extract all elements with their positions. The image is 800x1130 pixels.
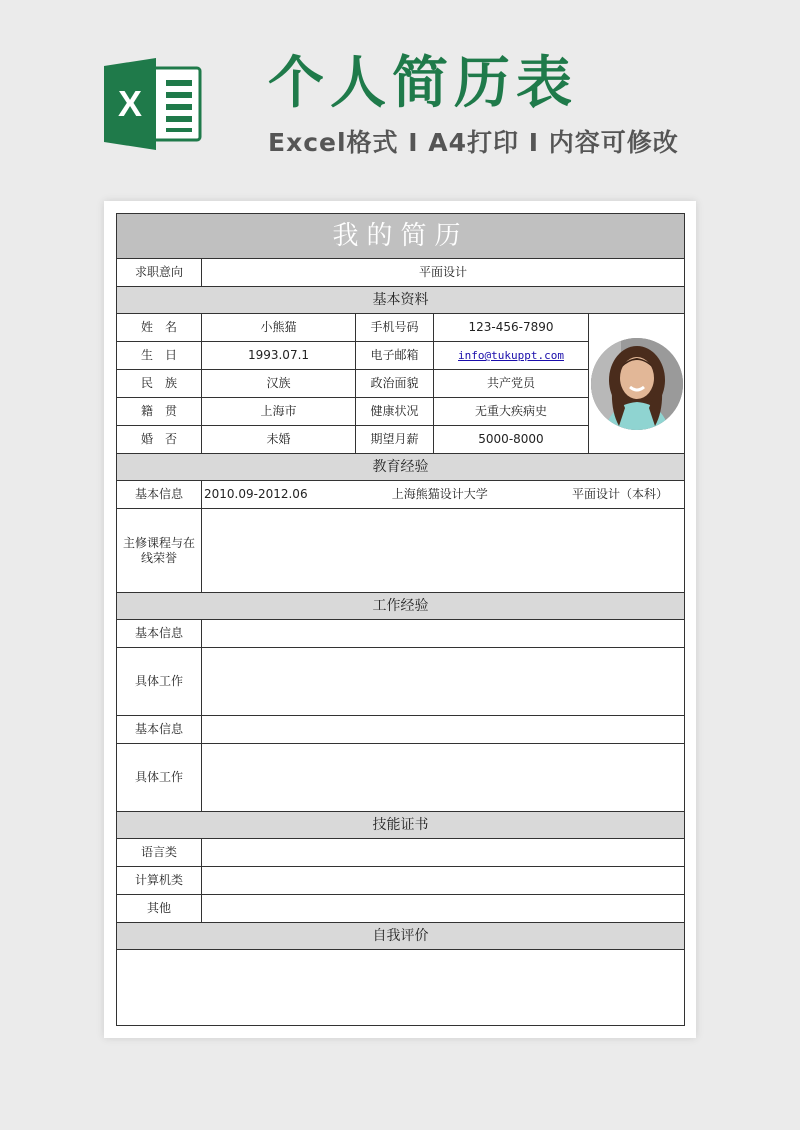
edu-basic-value[interactable] xyxy=(202,481,685,509)
skill-other-label: 其他 xyxy=(117,895,202,923)
health-value[interactable]: 无重大疾病史 xyxy=(434,398,589,426)
resume-table xyxy=(116,213,685,1026)
phone-label: 手机号码 xyxy=(356,314,434,342)
phone-value[interactable]: 123-456-7890 xyxy=(434,314,589,342)
edu-courses-label: 主修课程与在线荣誉 xyxy=(117,509,202,593)
email-label: 电子邮箱 xyxy=(356,342,434,370)
work-basic-value-1[interactable] xyxy=(202,620,685,648)
skill-computer-label: 计算机类 xyxy=(117,867,202,895)
resume-title: 我的简历 xyxy=(117,214,685,259)
salary-label: 期望月薪 xyxy=(356,426,434,454)
email-link[interactable]: info@tukuppt.com xyxy=(458,349,564,362)
work-detail-label-1: 具体工作 xyxy=(117,648,202,716)
resume-sheet xyxy=(104,201,696,1038)
skill-language-label: 语言类 xyxy=(117,839,202,867)
skill-language-value[interactable] xyxy=(202,839,685,867)
ethnic-label: 民 族 xyxy=(117,370,202,398)
health-label: 健康状况 xyxy=(356,398,434,426)
marital-value[interactable]: 未婚 xyxy=(202,426,356,454)
work-detail-label-2: 具体工作 xyxy=(117,744,202,812)
native-label: 籍 贯 xyxy=(117,398,202,426)
edu-period: 2010.09-2012.06 xyxy=(204,487,308,501)
work-detail-value-1[interactable] xyxy=(202,648,685,716)
svg-text:X: X xyxy=(117,83,143,124)
self-eval-value[interactable] xyxy=(117,950,685,1026)
portrait-image-icon xyxy=(591,338,683,430)
marital-label: 婚 否 xyxy=(117,426,202,454)
header xyxy=(0,0,800,190)
skill-computer-value[interactable] xyxy=(202,867,685,895)
section-education: 教育经验 xyxy=(117,454,685,481)
email-cell xyxy=(434,342,589,370)
native-value[interactable]: 上海市 xyxy=(202,398,356,426)
edu-courses-value[interactable] xyxy=(202,509,685,593)
political-value[interactable]: 共产党员 xyxy=(434,370,589,398)
page-title: 个人简历表 xyxy=(268,51,578,116)
edu-school: 上海熊猫设计大学 xyxy=(391,487,488,501)
page-subtitle: Excel格式 I A4打印 I 内容可修改 xyxy=(268,128,679,157)
edu-major: 平面设计（本科） xyxy=(571,487,668,501)
skill-other-value[interactable] xyxy=(202,895,685,923)
job-intent-label: 求职意向 xyxy=(117,259,202,287)
edu-basic-label: 基本信息 xyxy=(117,481,202,509)
birthday-label: 生 日 xyxy=(117,342,202,370)
birthday-value[interactable]: 1993.07.1 xyxy=(202,342,356,370)
section-skills: 技能证书 xyxy=(117,812,685,839)
name-label: 姓 名 xyxy=(117,314,202,342)
excel-logo-icon xyxy=(104,58,204,150)
section-self-eval: 自我评价 xyxy=(117,923,685,950)
section-work: 工作经验 xyxy=(117,593,685,620)
name-value[interactable]: 小熊猫 xyxy=(202,314,356,342)
section-basic-info: 基本资料 xyxy=(117,287,685,314)
work-basic-label-2: 基本信息 xyxy=(117,716,202,744)
photo-cell xyxy=(589,314,685,454)
work-basic-label-1: 基本信息 xyxy=(117,620,202,648)
political-label: 政治面貌 xyxy=(356,370,434,398)
work-basic-value-2[interactable] xyxy=(202,716,685,744)
work-detail-value-2[interactable] xyxy=(202,744,685,812)
job-intent-value[interactable]: 平面设计 xyxy=(202,259,685,287)
ethnic-value[interactable]: 汉族 xyxy=(202,370,356,398)
salary-value[interactable]: 5000-8000 xyxy=(434,426,589,454)
profile-photo xyxy=(591,338,683,430)
